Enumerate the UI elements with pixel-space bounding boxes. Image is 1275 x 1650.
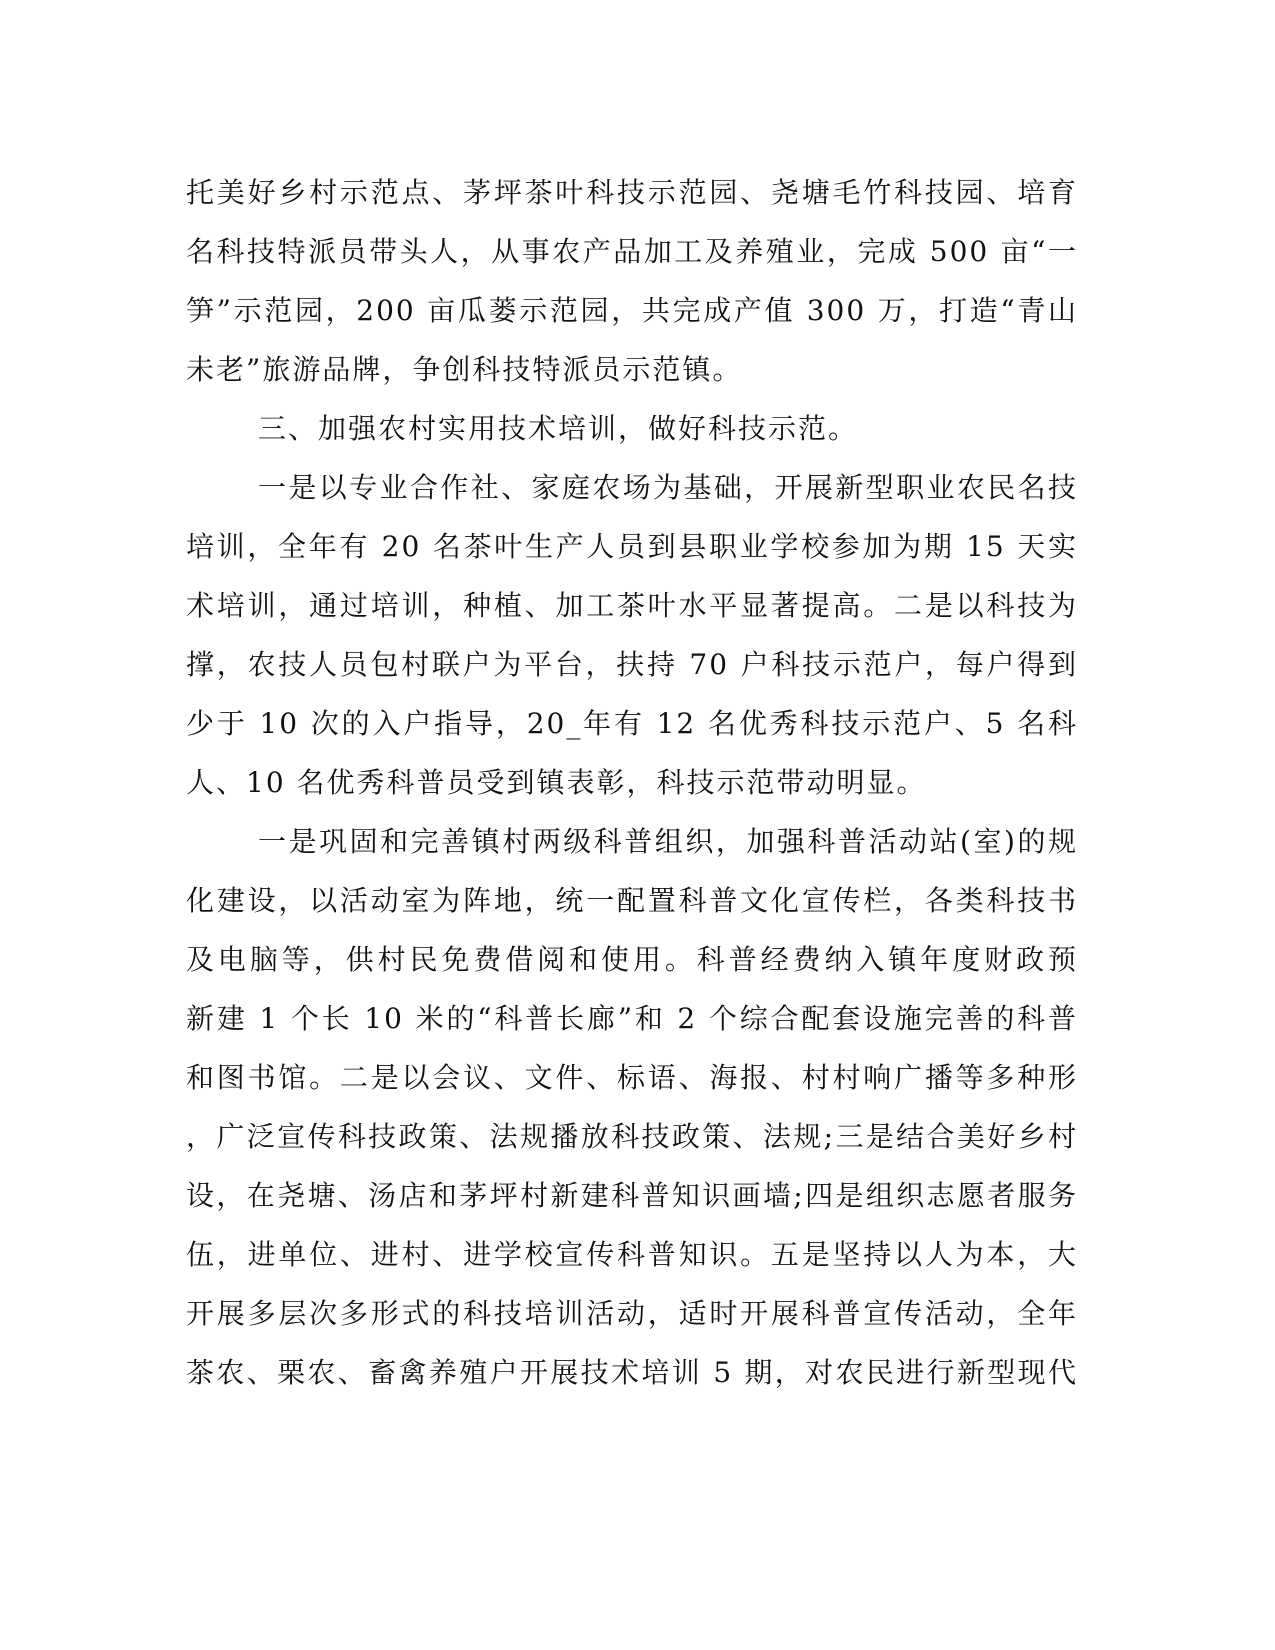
text-line: 培训，全年有 20 名茶叶生产人员到县职业学校参加为期 15 天实 — [186, 530, 1078, 563]
text-line: 伍，进单位、进村、进学校宣传科普知识。五是坚持以人为本，大 — [186, 1238, 1078, 1271]
document-body — [186, 163, 1078, 1402]
text-line: 化建设，以活动室为阵地，统一配置科普文化宣传栏，各类科技书 — [186, 884, 1078, 917]
text-line: 少于 10 次的入户指导，20_年有 12 名优秀科技示范户、5 名科 — [186, 707, 1078, 740]
text-line: 一是以专业合作社、家庭农场为基础，开展新型职业农民名技 — [258, 471, 1078, 504]
text-line: 一是巩固和完善镇村两级科普组织，加强科普活动站(室)的规 — [258, 825, 1078, 858]
text-line: 和图书馆。二是以会议、文件、标语、海报、村村响广播等多种形 — [186, 1061, 1078, 1094]
text-line: 撑，农技人员包村联户为平台，扶持 70 户科技示范户，每户得到 — [186, 648, 1078, 681]
text-line: 笋”示范园，200 亩瓜蒌示范园，共完成产值 300 万，打造“青山 — [186, 294, 1078, 327]
text-line: 设，在尧塘、汤店和茅坪村新建科普知识画墙;四是组织志愿者服务 — [186, 1179, 1078, 1212]
text-line: 人、10 名优秀科普员受到镇表彰，科技示范带动明显。 — [186, 766, 927, 799]
text-line: 及电脑等，供村民免费借阅和使用。科普经费纳入镇年度财政预 — [186, 943, 1078, 976]
text-line: 未老”旅游品牌，争创科技特派员示范镇。 — [186, 353, 743, 386]
text-line: 开展多层次多形式的科技培训活动，适时开展科普宣传活动，全年 — [186, 1297, 1078, 1330]
text-line: 新建 1 个长 10 米的“科普长廊”和 2 个综合配套设施完善的科普 — [186, 1002, 1078, 1035]
text-line: 术培训，通过培训，种植、加工茶叶水平显著提高。二是以科技为 — [186, 589, 1078, 622]
text-line: 茶农、栗农、畜禽养殖户开展技术培训 5 期，对农民进行新型现代 — [186, 1356, 1078, 1389]
text-line: 托美好乡村示范点、茅坪茶叶科技示范园、尧塘毛竹科技园、培育 — [186, 176, 1078, 209]
text-line: 名科技特派员带头人，从事农产品加工及养殖业，完成 500 亩“一 — [186, 235, 1078, 268]
text-line: ，广泛宣传科技政策、法规播放科技政策、法规;三是结合美好乡村 — [186, 1120, 1078, 1153]
section-heading: 三、加强农村实用技术培训，做好科技示范。 — [258, 412, 859, 445]
